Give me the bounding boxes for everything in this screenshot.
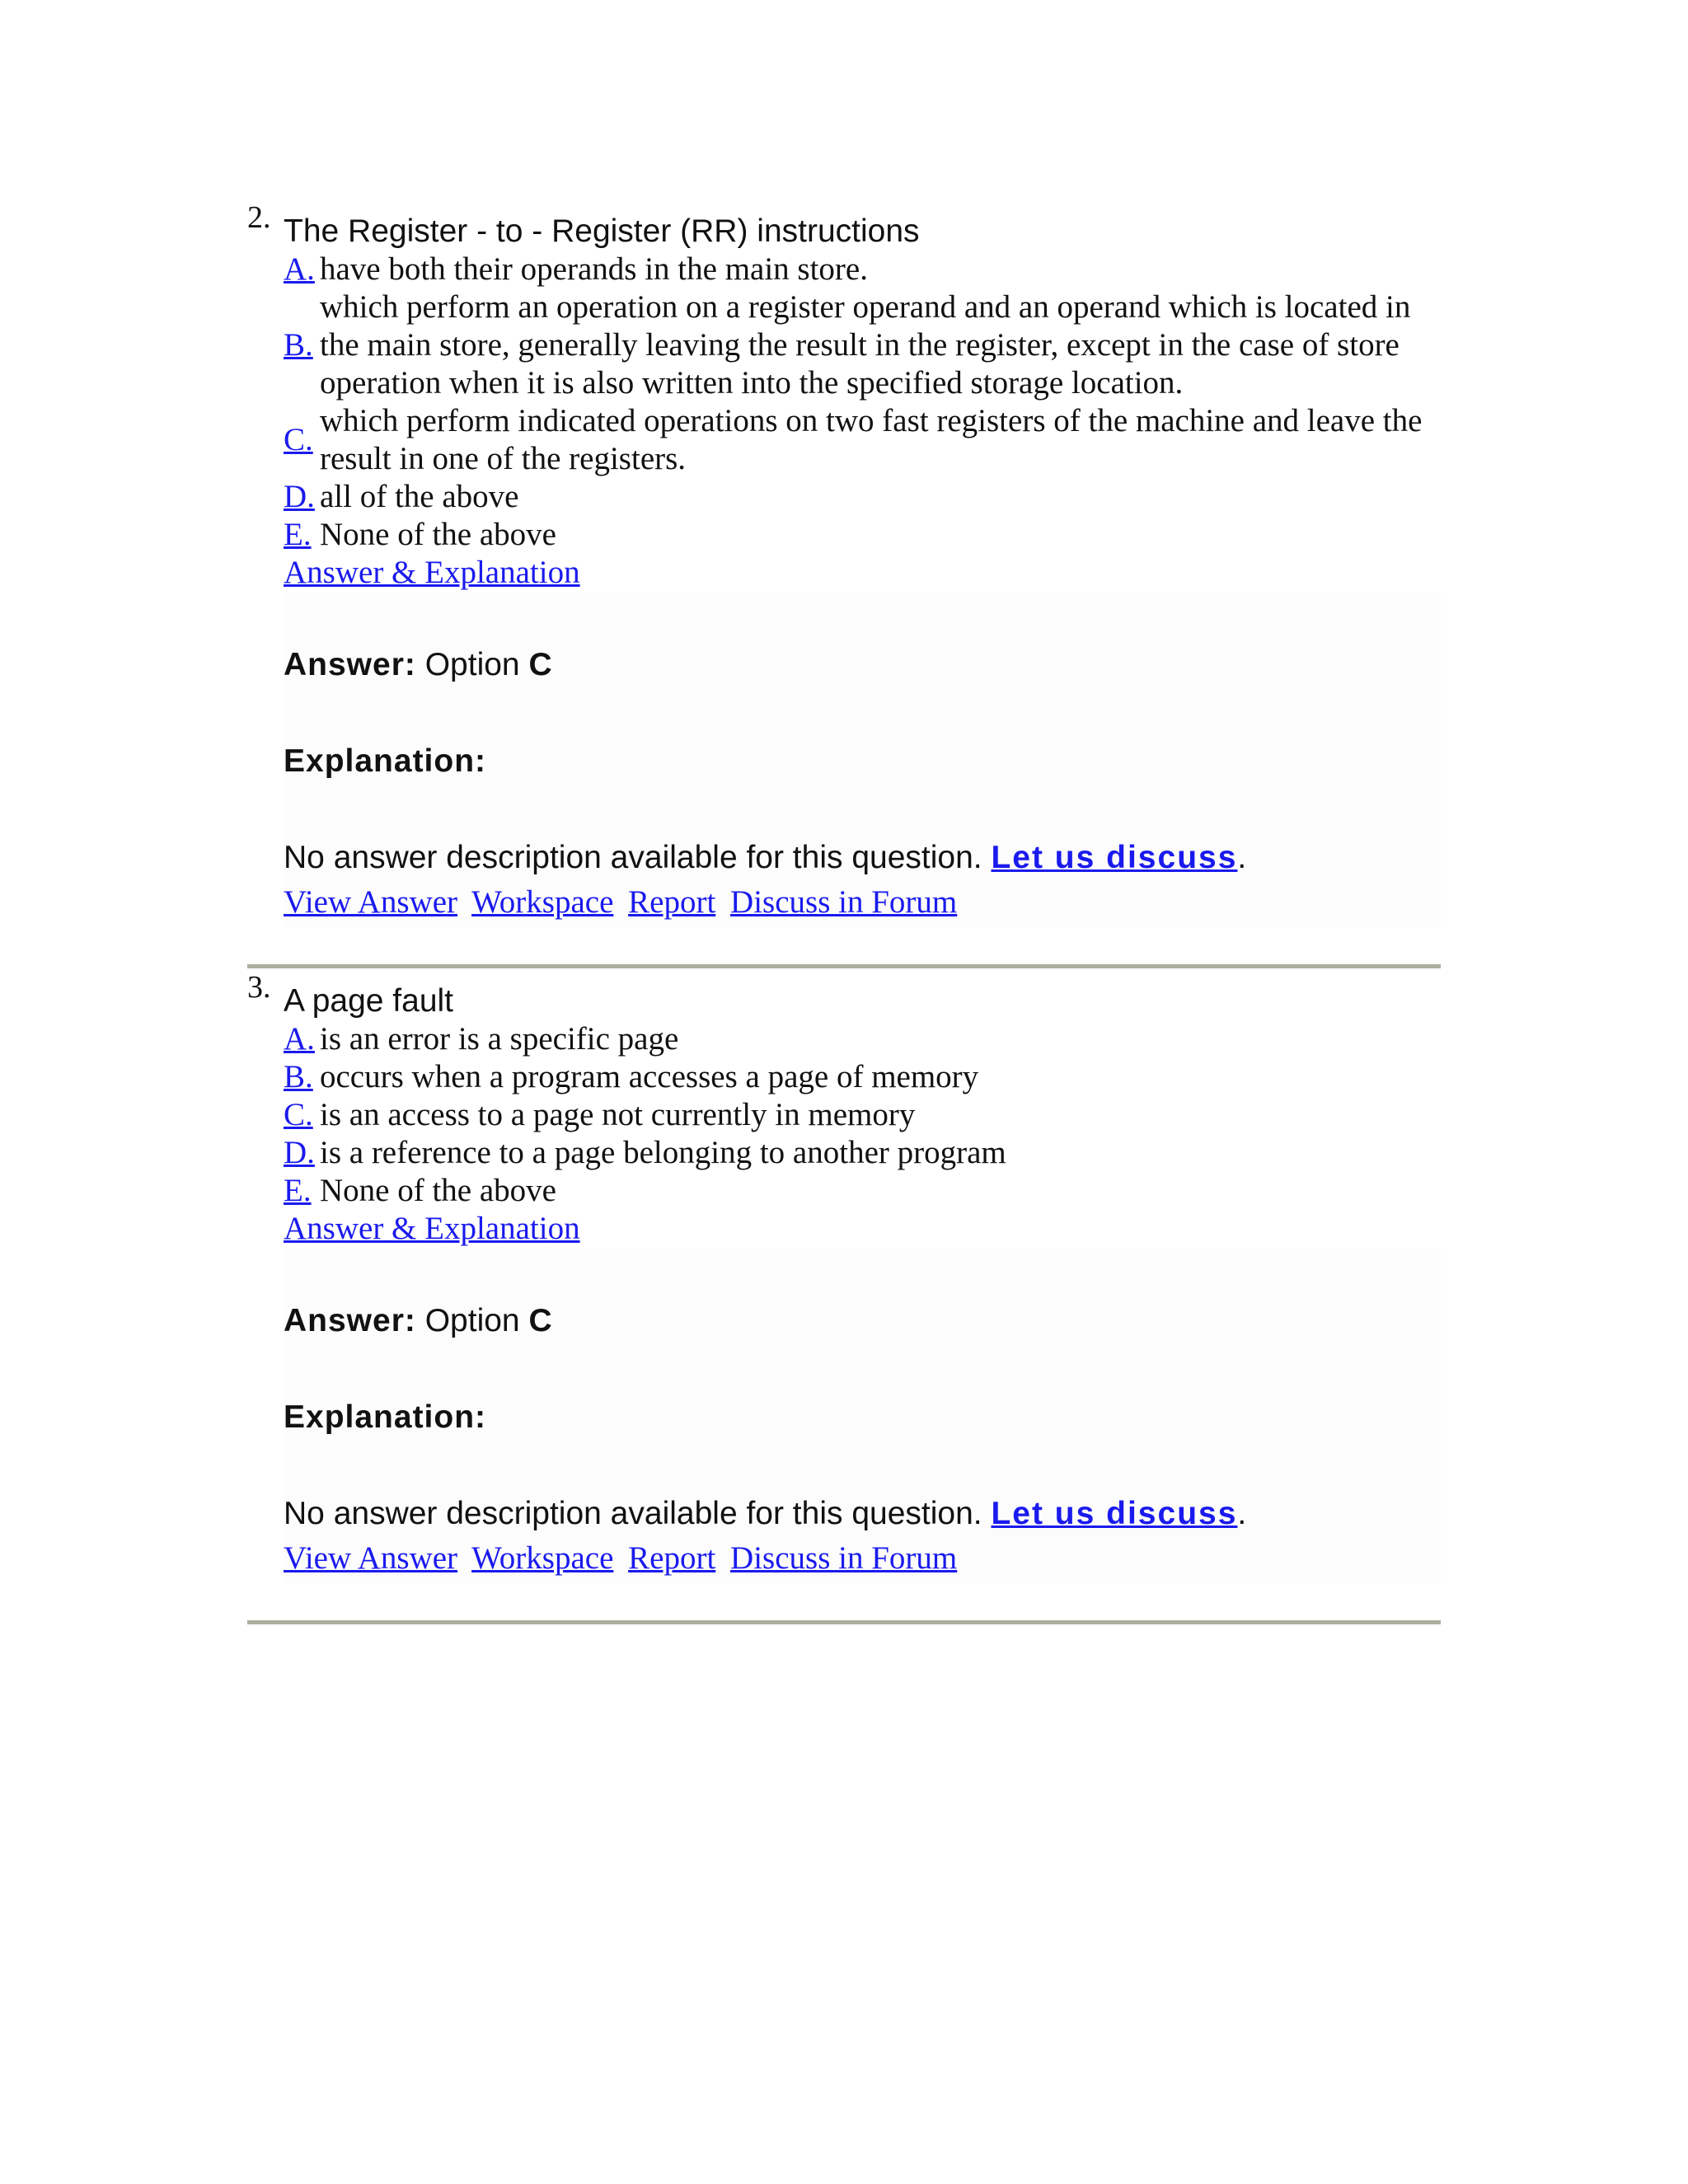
option-d-text: is a reference to a page belonging to another program: [320, 1135, 1006, 1170]
option-c: [284, 1096, 1432, 1134]
answer-line: [284, 1302, 552, 1340]
question-actions: [284, 883, 964, 921]
option-d-link[interactable]: D.: [284, 479, 315, 514]
question-divider: [247, 964, 1441, 968]
answer-prefix: Option: [424, 1303, 520, 1338]
answer-explanation-link[interactable]: Answer & Explanation: [284, 555, 580, 590]
option-e: [284, 1172, 1432, 1210]
answer-value: C: [528, 647, 552, 682]
answer-explanation-link[interactable]: Answer & Explanation: [284, 1211, 580, 1246]
explanation-text: No answer description available for this question.: [284, 1496, 982, 1531]
option-a: [284, 1020, 1432, 1058]
options-list: [284, 1020, 1432, 1210]
answer-value: C: [528, 1303, 552, 1338]
let-us-discuss-link[interactable]: Let us discuss: [991, 840, 1238, 875]
option-e-text: None of the above: [320, 517, 556, 552]
option-c-text: which perform indicated operations on two fast registers of the machine and leave the result in one of the registers.: [320, 403, 1423, 476]
option-e: [284, 516, 1432, 554]
option-b: [284, 1058, 1432, 1096]
question-number: 2.: [247, 200, 271, 235]
explanation-line: [284, 1495, 1246, 1533]
answer-line: [284, 646, 552, 684]
options-list: [284, 251, 1432, 554]
option-a-text: is an error is a specific page: [320, 1021, 679, 1057]
question-actions: [284, 1540, 964, 1577]
question-number: 3.: [247, 970, 271, 1005]
explanation-text: No answer description available for this question.: [284, 840, 982, 875]
option-e-link[interactable]: E.: [284, 517, 312, 552]
question-text: A page fault: [284, 983, 454, 1019]
view-answer-link[interactable]: View Answer: [284, 884, 458, 920]
option-d: [284, 478, 1432, 516]
answer-panel: [284, 1248, 1441, 1584]
option-d-link[interactable]: D.: [284, 1135, 315, 1170]
answer-label: Answer:: [284, 1303, 416, 1338]
option-e-text: None of the above: [320, 1173, 556, 1208]
option-c-link[interactable]: C.: [284, 422, 313, 457]
option-c-link[interactable]: C.: [284, 1097, 313, 1132]
discuss-suffix: .: [1237, 1496, 1247, 1531]
option-c-text: is an access to a page not currently in memory: [320, 1097, 916, 1132]
option-a-link[interactable]: A.: [284, 1021, 315, 1057]
option-b-text: occurs when a program accesses a page of memory: [320, 1059, 979, 1094]
option-b-link[interactable]: B.: [284, 327, 313, 363]
discuss-forum-link[interactable]: Discuss in Forum: [730, 884, 958, 920]
report-link[interactable]: Report: [628, 1540, 716, 1576]
option-b: [284, 288, 1432, 402]
discuss-forum-link[interactable]: Discuss in Forum: [730, 1540, 958, 1576]
question-divider: [247, 1620, 1441, 1624]
option-a-link[interactable]: A.: [284, 251, 315, 287]
option-a: [284, 251, 1432, 288]
option-b-text: which perform an operation on a register operand and an operand which is located in the main store, generally leaving the result in the register, except in the case of store operation when it is also written into the specified storage location.: [320, 289, 1411, 401]
discuss-suffix: .: [1237, 840, 1247, 875]
answer-label: Answer:: [284, 647, 416, 682]
option-c: [284, 402, 1432, 478]
option-d-text: all of the above: [320, 479, 519, 514]
answer-panel: [284, 592, 1441, 928]
let-us-discuss-link[interactable]: Let us discuss: [991, 1496, 1238, 1531]
option-e-link[interactable]: E.: [284, 1173, 312, 1208]
option-d: [284, 1134, 1432, 1172]
option-a-text: have both their operands in the main store.: [320, 251, 868, 287]
question-body: [284, 213, 1441, 928]
answer-prefix: Option: [424, 647, 520, 682]
view-answer-link[interactable]: View Answer: [284, 1540, 458, 1576]
question-text: The Register - to - Register (RR) instructions: [284, 213, 920, 249]
explanation-label: Explanation:: [284, 743, 487, 779]
explanation-label: Explanation:: [284, 1399, 487, 1435]
question-body: [284, 982, 1441, 1584]
workspace-link[interactable]: Workspace: [471, 1540, 614, 1576]
option-b-link[interactable]: B.: [284, 1059, 313, 1094]
workspace-link[interactable]: Workspace: [471, 884, 614, 920]
report-link[interactable]: Report: [628, 884, 716, 920]
explanation-line: [284, 839, 1246, 877]
